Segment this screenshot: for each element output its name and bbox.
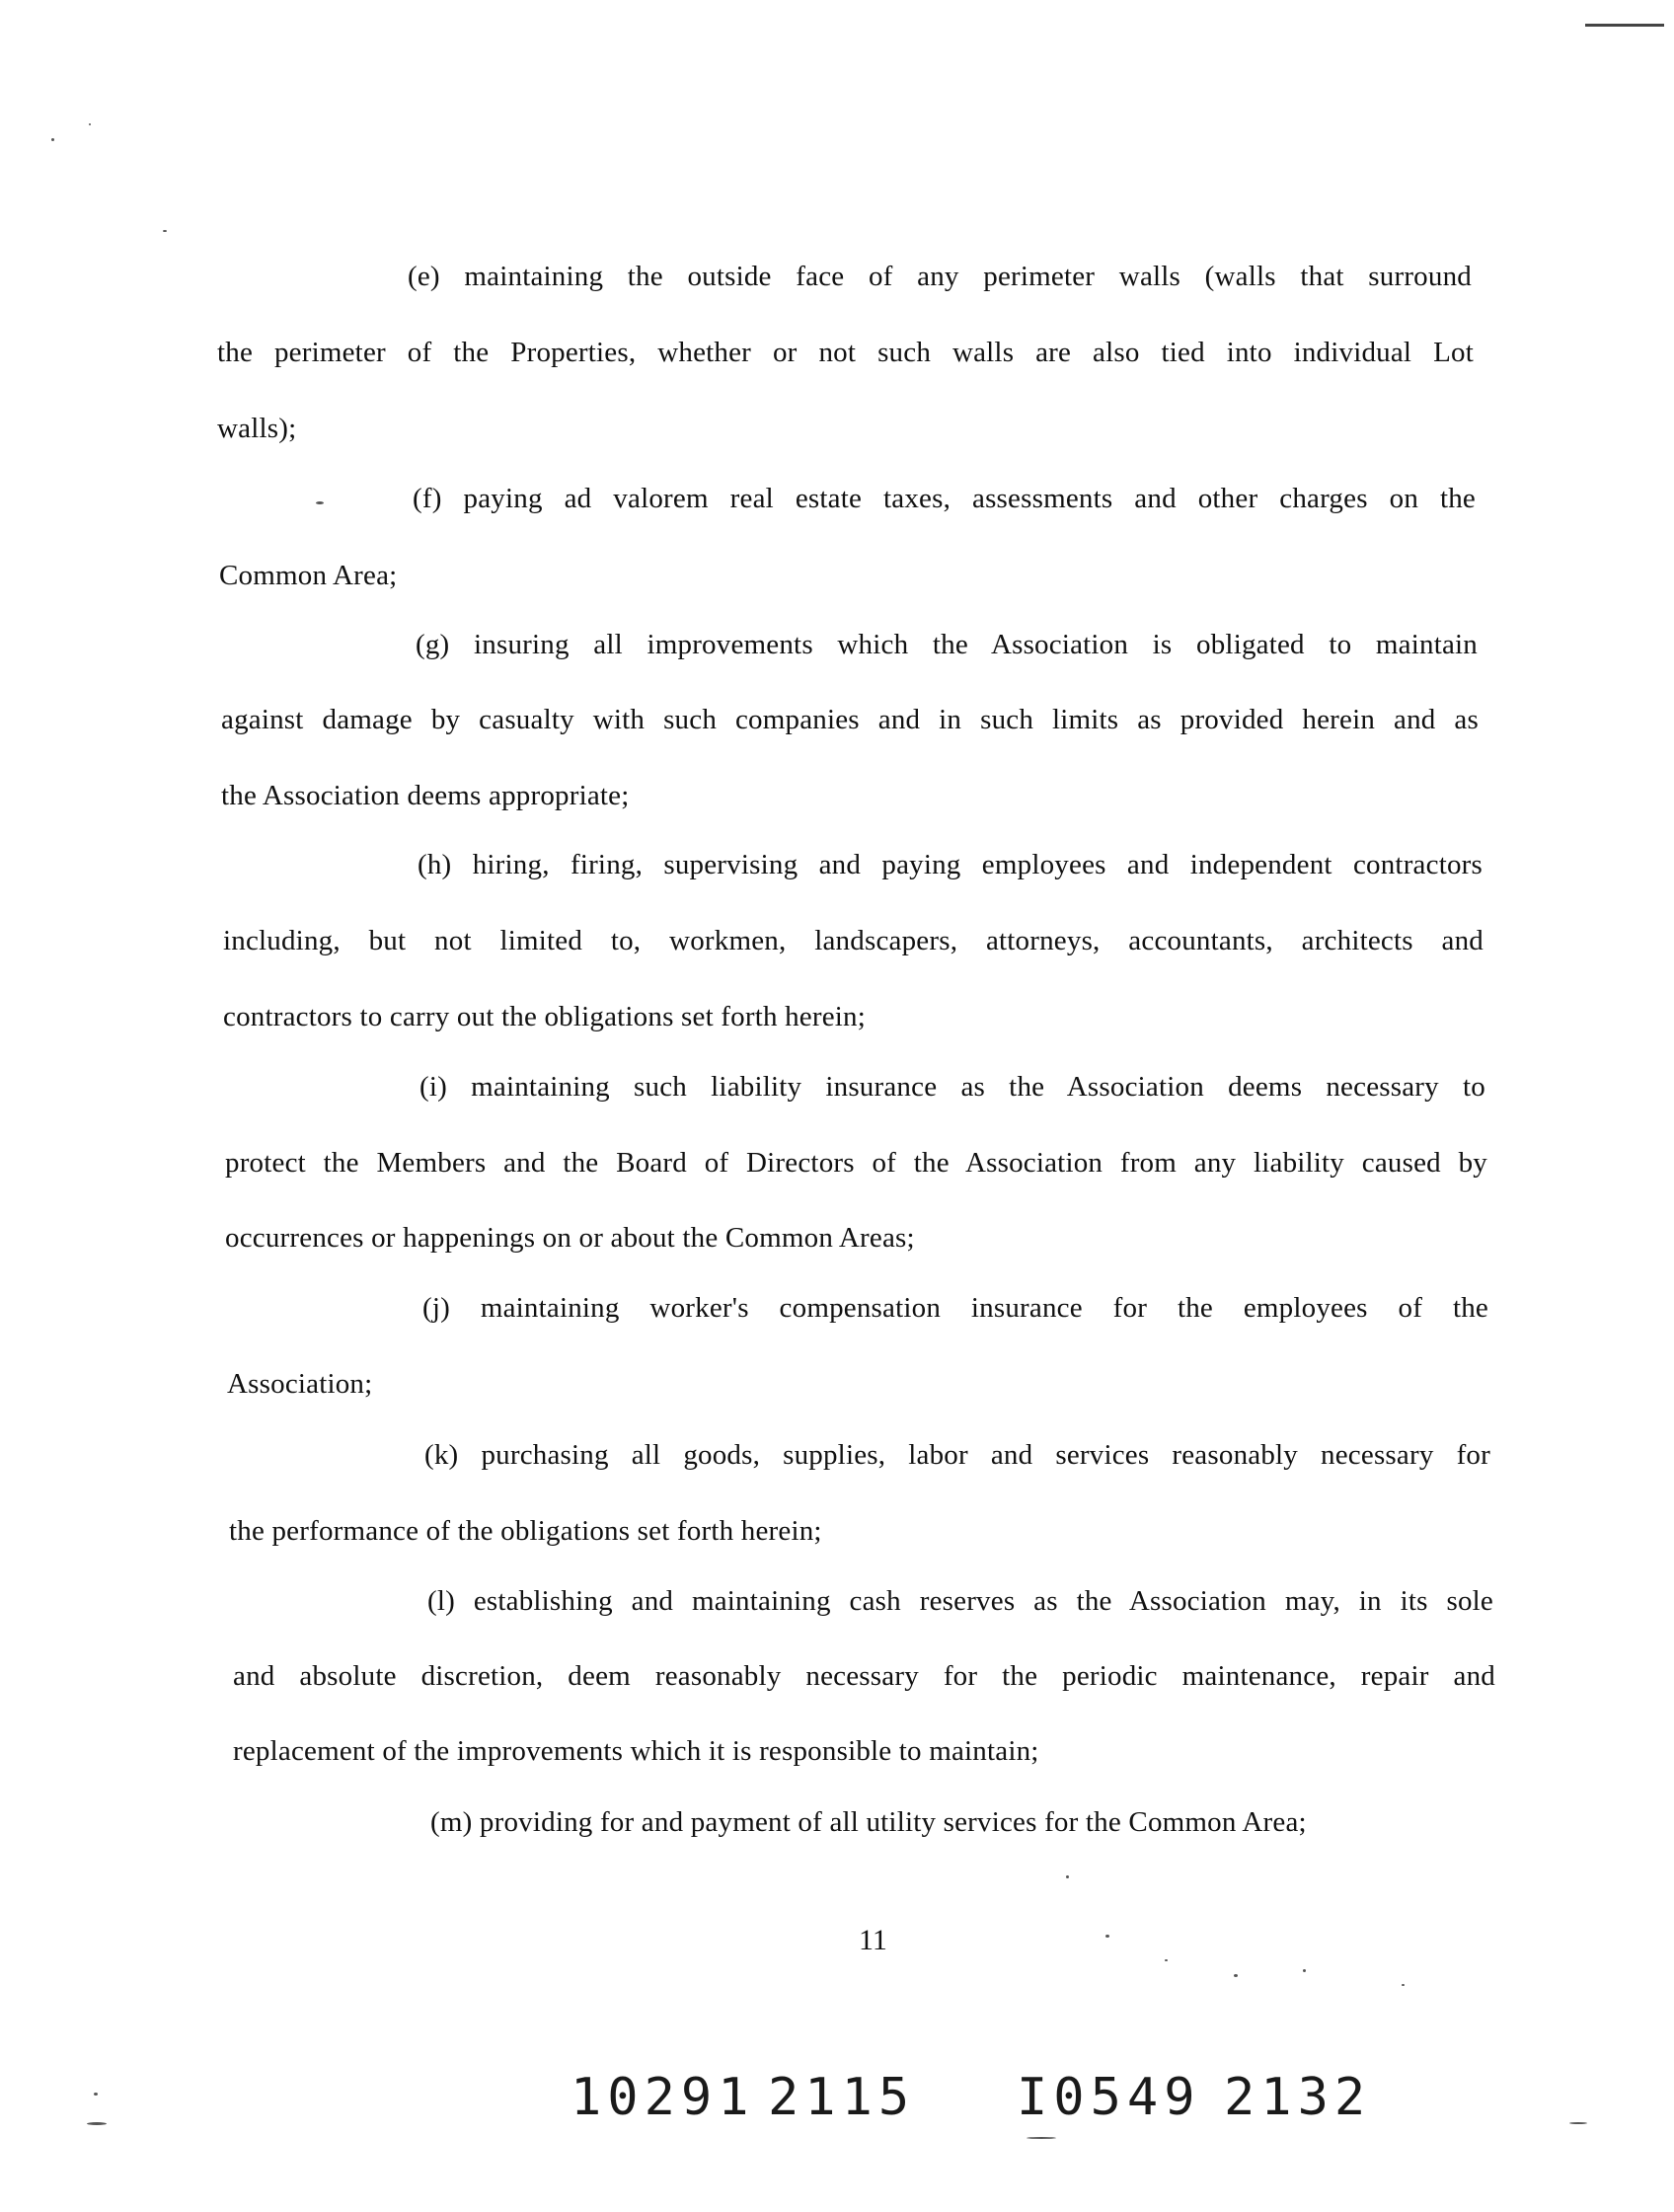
scan-speck	[163, 230, 167, 232]
scan-speck	[1066, 1875, 1069, 1878]
scan-speck	[1105, 1935, 1109, 1938]
item-i-line-2: protect the Members and the Board of Directors of the Association from any liability caused by	[225, 1147, 1487, 1179]
scan-speck	[1165, 1959, 1168, 1961]
item-h-line-3: contractors to carry out the obligations set forth herein;	[223, 1001, 867, 1032]
recording-stamp-2: 2115	[768, 2068, 916, 2127]
scan-speck	[51, 138, 54, 141]
item-l-line-2: and absolute discretion, deem reasonably necessary for the periodic maintenance, repair and	[233, 1660, 1495, 1692]
scan-speck	[87, 2122, 107, 2125]
item-k-line-2: the performance of the obligations set forth herein;	[229, 1515, 822, 1547]
page-number: 11	[859, 1924, 887, 1956]
item-g-line-2: against damage by casualty with such companies and in such limits as provided herein and as	[221, 704, 1479, 735]
item-j-line-1: (j) maintaining worker's compensation insurance for the employees of the	[422, 1292, 1488, 1324]
item-e-line-3: walls);	[217, 413, 297, 444]
item-j-line-2: Association;	[227, 1368, 373, 1400]
item-h-line-1: (h) hiring, firing, supervising and paying employees and independent contractors	[418, 849, 1483, 880]
scan-speck	[1027, 2137, 1056, 2139]
recording-stamp-4: 2132	[1224, 2068, 1372, 2127]
scan-speck	[1303, 1969, 1306, 1972]
item-g-line-1: (g) insuring all improvements which the Association is obligated to maintain	[416, 629, 1478, 660]
recording-stamp-1: 10291	[571, 2068, 755, 2127]
scan-speck	[89, 123, 91, 125]
scan-speck	[1569, 2122, 1587, 2124]
item-l-line-3: replacement of the improvements which it is responsible to maintain;	[233, 1735, 1039, 1767]
item-i-line-3: occurrences or happenings on or about the Common Areas;	[225, 1222, 915, 1254]
item-l-line-1: (l) establishing and maintaining cash reserves as the Association may, in its sole	[427, 1585, 1493, 1617]
item-g-line-3: the Association deems appropriate;	[221, 780, 630, 811]
item-f-line-1: (f) paying ad valorem real estate taxes, assessments and other charges on the	[413, 483, 1476, 514]
scan-speck	[1234, 1974, 1238, 1977]
item-m-line-1: (m) providing for and payment of all utility services for the Common Area;	[430, 1806, 1307, 1838]
scan-artifact-rule	[1585, 24, 1664, 27]
item-e-line-2: the perimeter of the Properties, whether or not such walls are also tied into individual Lot	[217, 337, 1474, 368]
item-f-line-2: Common Area;	[219, 560, 398, 591]
item-i-line-1: (i) maintaining such liability insurance as the Association deems necessary to	[419, 1071, 1485, 1103]
recording-stamp-3: I0549	[1017, 2068, 1201, 2127]
item-k-line-1: (k) purchasing all goods, supplies, labor and services reasonably necessary for	[424, 1439, 1490, 1471]
scan-speck	[316, 501, 324, 504]
item-h-line-2: including, but not limited to, workmen, landscapers, attorneys, accountants, architects and	[223, 925, 1484, 956]
scan-speck	[94, 2093, 98, 2096]
item-e-line-1: (e) maintaining the outside face of any perimeter walls (walls that surround	[408, 261, 1472, 292]
scan-speck	[1402, 1984, 1405, 1986]
